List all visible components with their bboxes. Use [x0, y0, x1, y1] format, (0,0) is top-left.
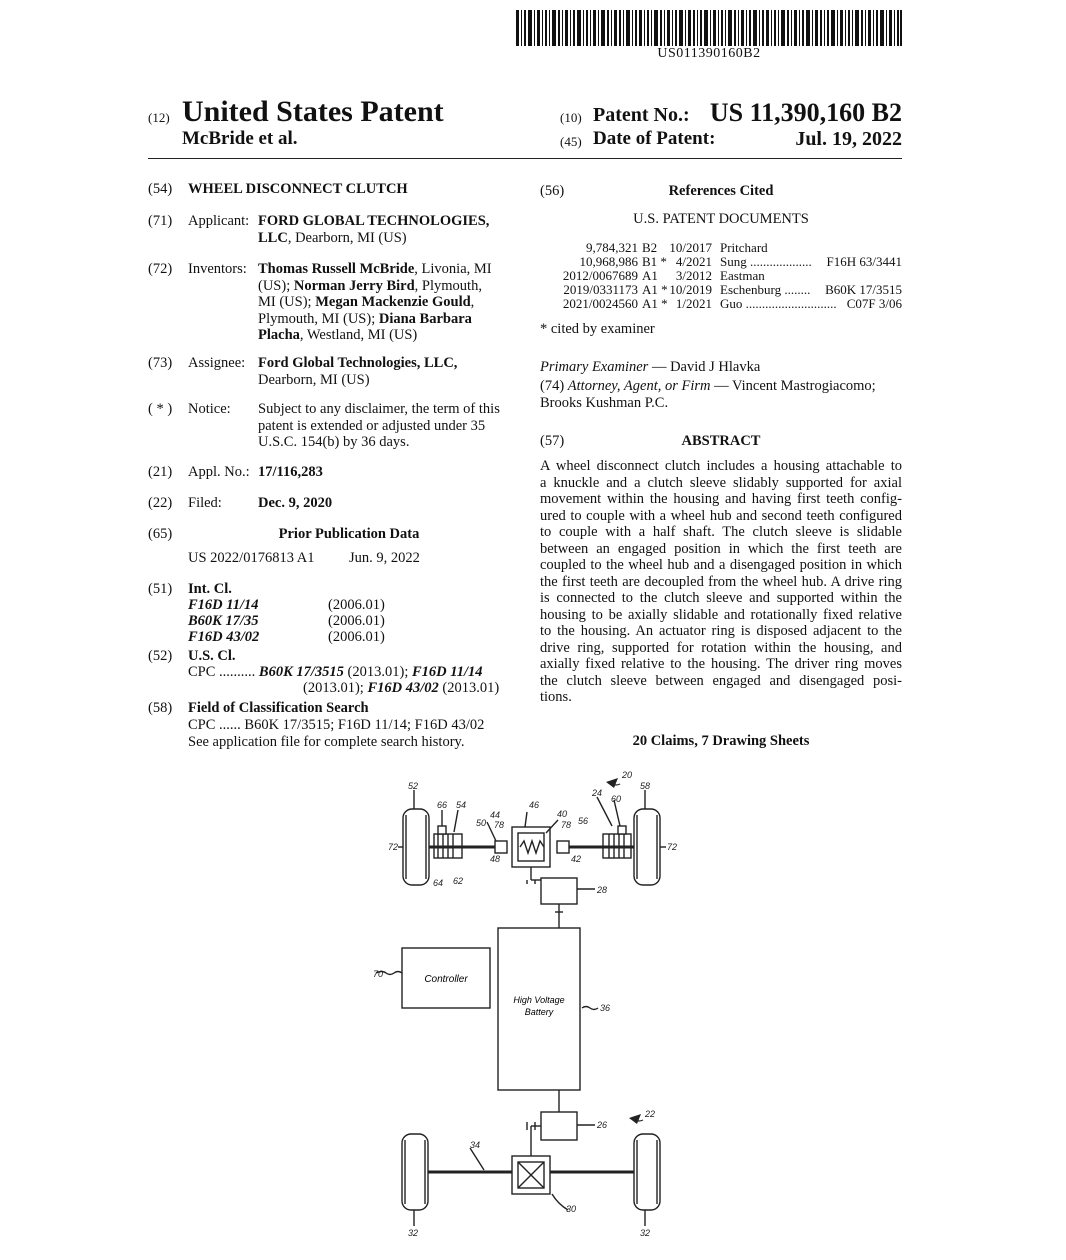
- authors: McBride et al.: [182, 128, 298, 149]
- ref-label: 54: [456, 800, 467, 810]
- prior-title: Prior Publication Data: [278, 526, 420, 542]
- uscl-cpc: CPC .......... B60K 17/3515 (2013.01); F16D 11/14: [188, 664, 483, 680]
- prior-pub: US 2022/0176813 A1: [188, 550, 315, 566]
- assignee-label: Assignee:: [188, 355, 246, 371]
- rear-left-wheel: [402, 1134, 428, 1210]
- intcl-date: (2006.01): [328, 613, 385, 629]
- uscl-title: U.S. Cl.: [188, 648, 236, 664]
- ref-label: 58: [640, 781, 651, 791]
- ref-label: 70: [373, 969, 384, 979]
- ref-label: 32: [640, 1228, 651, 1238]
- ref-label: 44: [490, 810, 501, 820]
- field-code: (58): [148, 700, 173, 716]
- abstract-code: (57): [540, 433, 565, 449]
- attorney: (74) Attorney, Agent, or Firm — Vincent Mastrogiacomo; Brooks Kushman P.C.: [540, 378, 876, 411]
- applicant-code: (71): [148, 213, 173, 229]
- filed-label: Filed:: [188, 495, 222, 511]
- abstract-title: ABSTRACT: [681, 433, 761, 449]
- ref-label: 78: [494, 820, 505, 830]
- date-label: Date of Patent:: [593, 128, 716, 149]
- ref-label: 50: [476, 818, 487, 828]
- abstract-text: A wheel disconnect clutch includes a housing attachable to a knuckle and a clutch sleeve slidably supported for axial movement within the housing and having first teeth config- ured to couple with a wheel hub and second teeth configured to couple with a half shaft. The clutch sleeve is slidable between an engaged position in which the first teeth are coupled to the wheel hub and a disengaged position in which the first teeth are decoupled from the wheel hub. A drive ring is connected to the clutch sleeve and supported within the housing to be axially slidable and rotationally fixed relative to the housing. An actuator ring is disposed adjacent to the drive ring, supported for rotation within the housing, and axially fixed relative to the housing. The driver ring moves the clutch sleeve between engaged and disengaged posi- tions.: [540, 458, 902, 705]
- ref-label: 62: [453, 876, 464, 886]
- ref-label: 22: [645, 1109, 656, 1119]
- code-10: (10): [560, 110, 582, 125]
- field-note: See application file for complete search history.: [188, 734, 465, 750]
- refs-code: (56): [540, 183, 565, 199]
- intcl-class: F16D 11/14: [188, 597, 259, 613]
- ref-label: 78: [561, 820, 572, 830]
- patent-type: United States Patent: [182, 95, 444, 128]
- references-table: [540, 241, 902, 313]
- ref-label: 72: [667, 842, 678, 852]
- ref-label: 66: [437, 800, 448, 810]
- reference-row: 10,968,986 B1 * 4/2021 Sung ................... F16H 63/3441: [579, 254, 902, 269]
- appl-label: Appl. No.:: [188, 464, 250, 480]
- intcl-title: Int. Cl.: [188, 581, 232, 597]
- inventors-code: (72): [148, 261, 173, 277]
- barcode-number: US011390160B2: [657, 46, 761, 61]
- barcode: [516, 10, 902, 46]
- patent-title: WHEEL DISCONNECT CLUTCH: [188, 181, 408, 197]
- patent-date: Jul. 19, 2022: [795, 128, 902, 150]
- primary-examiner: Primary Examiner — David J Hlavka: [540, 359, 761, 375]
- claims-count: 20 Claims, 7 Drawing Sheets: [632, 733, 810, 749]
- field-cpc: CPC ...... B60K 17/3515; F16D 11/14; F16D 43/02: [188, 717, 485, 733]
- intcl-date: (2006.01): [328, 629, 385, 645]
- reference-row: 2012/0067689 A1 3/2012 Eastman: [562, 268, 765, 283]
- applicant: FORD GLOBAL TECHNOLOGIES, LLC, Dearborn, MI (US): [258, 213, 490, 246]
- uscl-cpc-cont: (2013.01); F16D 43/02 (2013.01): [303, 680, 500, 696]
- code-45: (45): [560, 134, 582, 149]
- assignee-code: (73): [148, 355, 173, 371]
- ref-label: 20: [622, 770, 633, 780]
- prior-code: (65): [148, 526, 173, 542]
- ref-label: 32: [408, 1228, 419, 1238]
- filed-code: (22): [148, 495, 173, 511]
- intcl-class: B60K 17/35: [188, 613, 259, 629]
- ref-label: 72: [388, 842, 399, 852]
- ref-label: 48: [490, 854, 501, 864]
- rear-right-wheel: [634, 1134, 660, 1210]
- reference-row: 2021/0024560 A1 * 1/2021 Guo ............................ C07F 3/06: [562, 296, 902, 311]
- ref-label: 56: [578, 816, 589, 826]
- code-12: (12): [148, 110, 170, 125]
- ref-label: 26: [597, 1120, 608, 1130]
- rear-motor: [541, 1112, 577, 1140]
- inventors-label: Inventors:: [188, 261, 247, 277]
- front-motor: [541, 878, 577, 904]
- prior-date: Jun. 9, 2022: [349, 550, 420, 566]
- notice-code: ( * ): [148, 401, 173, 417]
- ref-label: 52: [408, 781, 419, 791]
- notice-label: Notice:: [188, 401, 231, 417]
- front-right-wheel: [634, 809, 660, 885]
- ref-label: 60: [611, 794, 622, 804]
- intcl-date: (2006.01): [328, 597, 385, 613]
- assignee: Ford Global Technologies, LLC, Dearborn, MI (US): [258, 355, 458, 388]
- ref-label: 34: [470, 1140, 481, 1150]
- ref-label: 46: [529, 800, 540, 810]
- intcl-code: (51): [148, 581, 173, 597]
- reference-row: 2019/0331173 A1 * 10/2019 Eschenburg ........ B60K 17/3515: [563, 282, 902, 297]
- ref-label: 64: [433, 878, 444, 888]
- filed-date: Dec. 9, 2020: [258, 495, 333, 511]
- field-title: Field of Classification Search: [188, 700, 369, 716]
- uscl-code: (52): [148, 648, 173, 664]
- controller-label: Controller: [424, 974, 468, 985]
- appl-number: 17/116,283: [258, 464, 323, 480]
- ref-label: 30: [566, 1204, 577, 1214]
- appl-code: (21): [148, 464, 173, 480]
- ref-label: 42: [571, 854, 582, 864]
- reference-row: 9,784,321 B2 10/2017 Pritchard: [586, 240, 768, 255]
- patent-no-label: Patent No.:: [593, 104, 690, 126]
- ref-label: 28: [597, 885, 608, 895]
- header-rule: [148, 158, 902, 159]
- applicant-label: Applicant:: [188, 213, 250, 229]
- ref-label: 40: [557, 809, 568, 819]
- title-code: (54): [148, 181, 173, 197]
- inventors: Thomas Russell McBride, Livonia, MI (US); Norman Jerry Bird, Plymouth, MI (US); Megan Mackenzie Gould, Plymouth, MI (US); Diana Barbara Placha, Westland, MI (US): [258, 261, 492, 343]
- refs-title: References Cited: [668, 183, 774, 199]
- battery-label-line1: High Voltage: [513, 995, 565, 1005]
- ref-label: 24: [592, 788, 603, 798]
- intcl-class: F16D 43/02: [188, 629, 260, 645]
- patent-drawing: [0, 760, 1066, 1260]
- battery-label-line2: Battery: [524, 1007, 554, 1017]
- front-left-wheel: [403, 809, 429, 885]
- refs-subtitle: U.S. PATENT DOCUMENTS: [633, 211, 809, 227]
- cited-note: * cited by examiner: [540, 321, 655, 337]
- notice-text: Subject to any disclaimer, the term of this patent is extended or adjusted under 35 U.S.C. 154(b) by 36 days.: [258, 401, 500, 450]
- patent-number: US 11,390,160 B2: [709, 98, 902, 127]
- ref-label: 36: [600, 1003, 611, 1013]
